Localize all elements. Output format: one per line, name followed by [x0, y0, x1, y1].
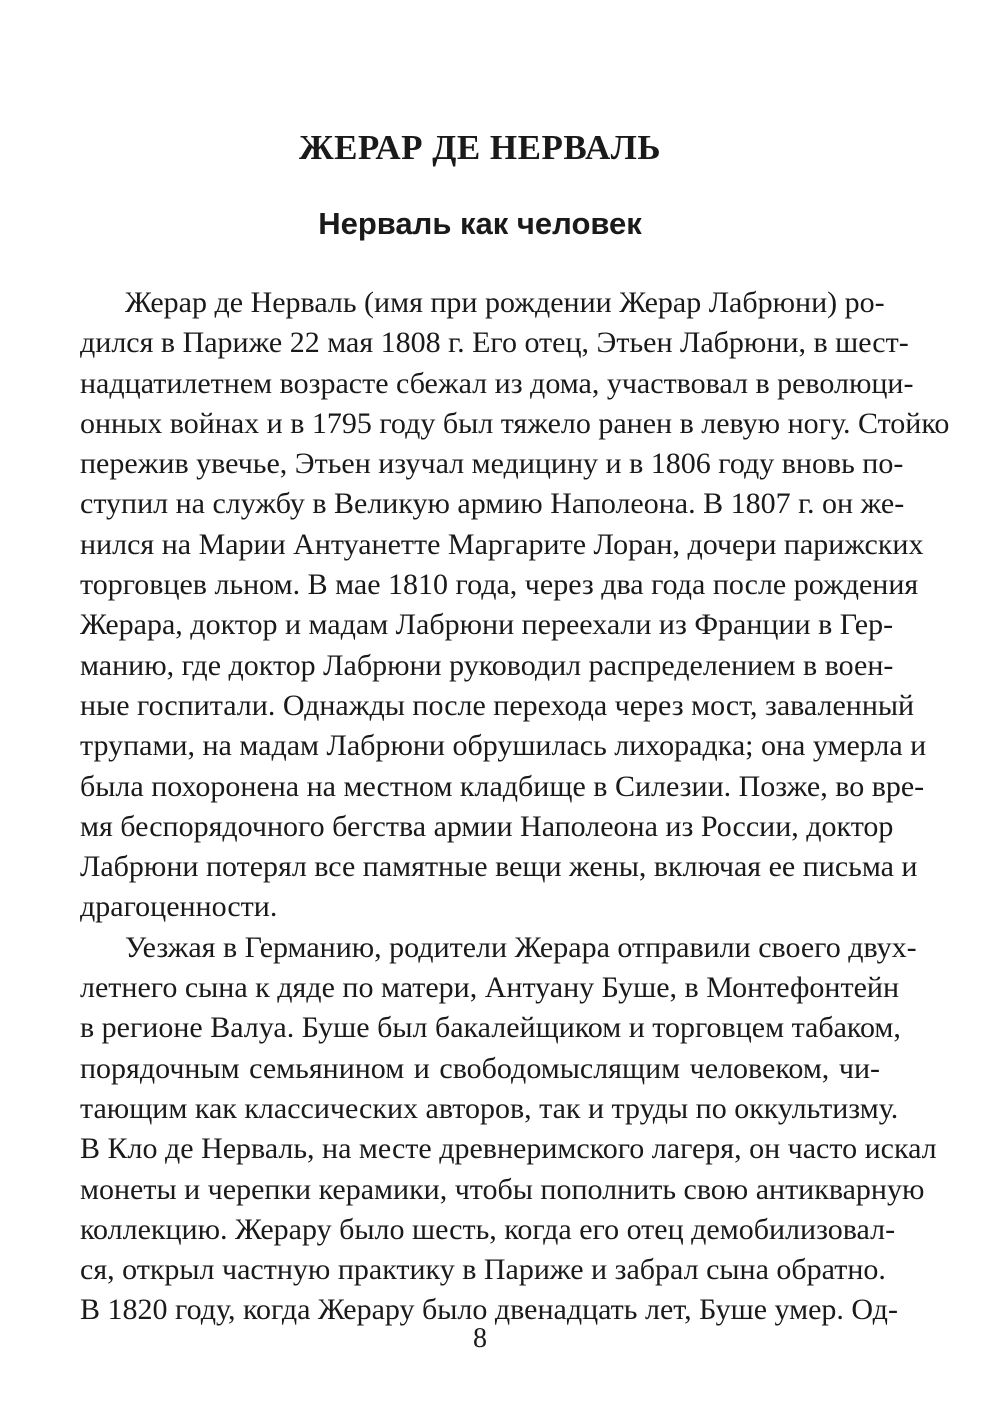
text-line: ступил на службу в Великую армию Наполеона. В 1807 г. он же-: [80, 487, 905, 521]
text-line: была похоронена на местном кладбище в Силезии. Позже, во вре-: [80, 769, 925, 803]
text-line: манию, где доктор Лабрюни руководил распределением в воен-: [80, 648, 894, 682]
text-line: Уезжая в Германию, родители Жерара отправили своего двух-: [125, 930, 917, 964]
text-line: В 1820 году, когда Жерару было двенадцать лет, Буше умер. Од-: [80, 1293, 898, 1327]
text-line: драгоценности.: [80, 890, 278, 924]
text-line: нился на Марии Антуанетте Маргарите Лоран, дочери парижских: [80, 527, 924, 561]
text-line: в регионе Валуа. Буше был бакалейщиком и торговцем табаком,: [80, 1011, 901, 1045]
page-number: 8: [473, 1323, 487, 1354]
text-line: В Кло де Нерваль, на месте древнеримского лагеря, он часто искал: [80, 1132, 937, 1166]
text-line: тающим как классических авторов, так и труды по оккультизму.: [80, 1091, 899, 1125]
text-line: трупами, на мадам Лабрюни обрушилась лихорадка; она умерла и: [80, 729, 927, 763]
paragraph-2: [80, 928, 937, 1331]
text-line: коллекцию. Жерару было шесть, когда его отец демобилизовал-: [80, 1212, 896, 1246]
text-line: летнего сына к дяде по матери, Антуану Буше, в Монтефонтейн: [80, 971, 900, 1005]
text-line: надцатилетнем возрасте сбежал из дома, участвовал в революци-: [80, 366, 914, 400]
text-line: дился в Париже 22 мая 1808 г. Его отец, Этьен Лабрюни, в шест-: [80, 326, 909, 360]
text-line: ные госпитали. Однажды после перехода через мост, заваленный: [80, 688, 915, 722]
text-line: ся, открыл частную практику в Париже и забрал сына обратно.: [80, 1253, 886, 1287]
text-line: онных войнах и в 1795 году был тяжело ранен в левую ногу. Стойко: [80, 406, 950, 440]
text-line: Лабрюни потерял все памятные вещи жены, включая ее письма и: [80, 850, 918, 884]
text-line: мя беспорядочного бегства армии Наполеона из России, доктор: [80, 809, 894, 843]
paragraph-1: [80, 283, 950, 928]
text-line: порядочным семьянином и свободомыслящим человеком, чи-: [80, 1051, 880, 1085]
text-line: Жерара, доктор и мадам Лабрюни переехали из Франции в Гер-: [80, 608, 894, 642]
text-line: пережив увечье, Этьен изучал медицину и в 1806 году вновь по-: [80, 447, 904, 481]
text-line: Жерар де Нерваль (имя при рождении Жерар Лабрюни) ро-: [125, 286, 885, 319]
text-line: торговцев льном. В мае 1810 года, через два года после рождения: [80, 568, 919, 602]
chapter-title: ЖЕРАР ДЕ НЕРВАЛЬ: [298, 128, 662, 167]
section-title: Нерваль как человек: [318, 206, 642, 241]
text-line: монеты и черепки керамики, чтобы пополнить свою антикварную: [80, 1172, 925, 1206]
body-text: [80, 283, 950, 1331]
